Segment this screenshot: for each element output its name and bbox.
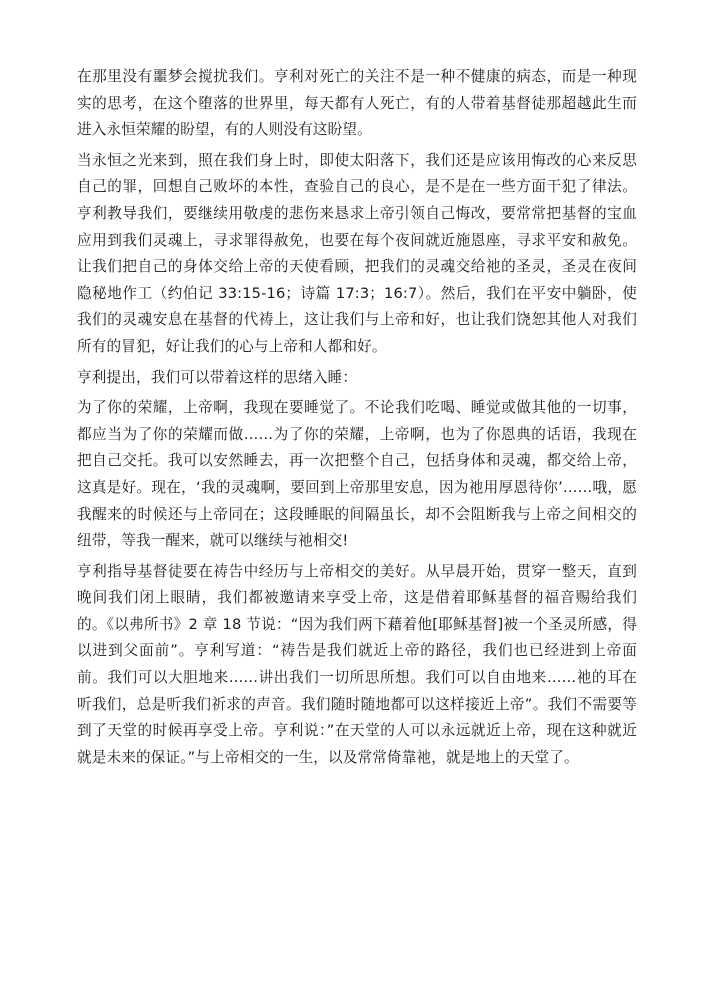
- paragraph: 当永恒之光来到，照在我们身上时，即使太阳落下，我们还是应该用悔改的心来反思自己的罪，回想自己败坏的本性，查验自己的良心，是不是在一些方面干犯了律法。亨利教导我们，要继续用敬虔的悲伤来恳求上帝引领自己悔改，要常常把基督的宝血应用到我们灵魂上，寻求罪得赦免，也要在每个夜间就近施恩座，寻求平安和赦免。让我们把自己的身体交给上帝的天使看顾，把我们的灵魂交给祂的圣灵，圣灵在夜间隐秘地作工（约伯记 33:15-16；诗篇 17:3；16:7）。然后，我们在平安中躺卧，使我们的灵魂安息在基督的代祷上，这让我们与上帝和好，也让我们饶恕其他人对我们所有的冒犯，好让我们的心与上帝和人都和好。: [77, 151, 637, 355]
- paragraph: 亨利提出，我们可以带着这样的思绪入睡：: [77, 368, 358, 386]
- paragraph: 在那里没有噩梦会搅扰我们。亨利对死亡的关注不是一种不健康的病态，而是一种现实的思考，在这个堕落的世界里，每天都有人死亡，有的人带着基督徒那超越此生而进入永恒荣耀的盼望，有的人则没有这盼望。: [77, 68, 637, 139]
- paragraph: 为了你的荣耀，上帝啊，我现在要睡觉了。不论我们吃喝、睡觉或做其他的一切事，都应当为了你的荣耀而做……为了你的荣耀，上帝啊，也为了你恩典的话语，我现在把自己交托。我可以安然睡去，再一次把整个自己，包括身体和灵魂，都交给上帝，这真是好。现在，‘我的灵魂啊，要回到上帝那里安息，因为祂用厚恩待你’……哦，愿我醒来的时候还与上帝同在；这段睡眠的间隔虽长，却不会阻断我与上帝之间相交的纽带，等我一醒来，就可以继续与祂相交!: [77, 399, 637, 550]
- paragraph: 亨利指导基督徒要在祷告中经历与上帝相交的美好。从早晨开始，贯穿一整天，直到晚间我们闭上眼睛，我们都被邀请来享受上帝，这是借着耶稣基督的福音赐给我们的。《以弗所书》2 章 18 节说：“因为我们两下藉着他[耶稣基督]被一个圣灵所感，得以进到父面前”。亨利写道：“祷告是我们就近上帝的路径，我们也已经进到上帝面前。我们可以大胆地来……讲出我们一切所思所想。我们可以自由地来……祂的耳在听我们，总是听我们祈求的声音。我们随时随地都可以这样接近上帝”。我们不需要等到了天堂的时候再享受上帝。亨利说：”在天堂的人可以永远就近上帝，现在这种就近就是未来的保证。”与上帝相交的一生，以及常常倚靠祂，就是地上的天堂了。: [77, 562, 637, 766]
- document-page: [77, 64, 637, 775]
